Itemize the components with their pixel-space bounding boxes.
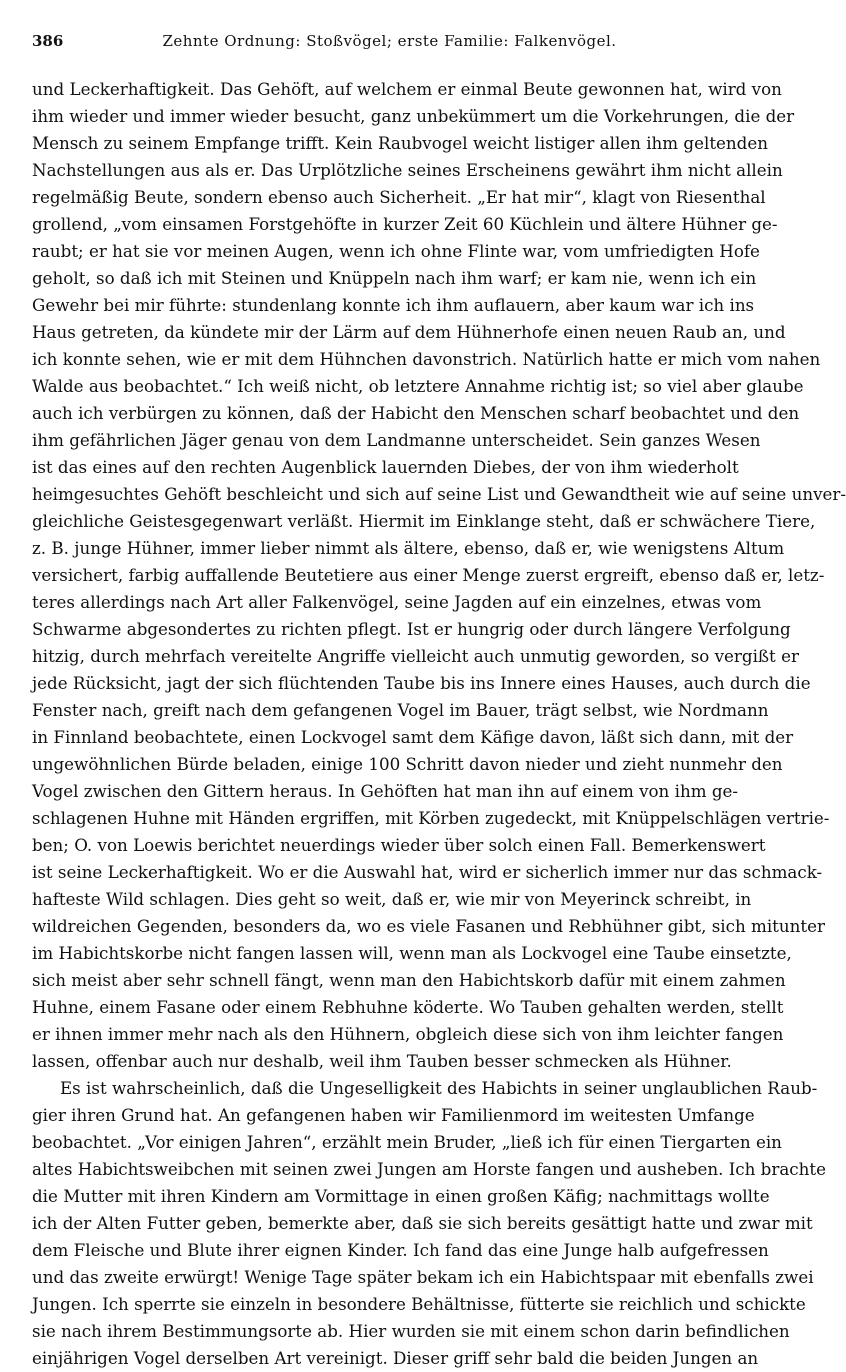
page-number: 386 xyxy=(32,32,64,50)
text-line: hitzig, durch mehrfach vereitelte Angriffe vielleicht auch unmutig geworden, so vergißt er xyxy=(32,646,799,666)
text-line: ben; O. von Loewis berichtet neuerdings wieder über solch einen Fall. Bemerkenswert xyxy=(32,835,766,855)
text-line: er ihnen immer mehr nach als den Hühnern, obgleich diese sich von ihm leichter fangen xyxy=(32,1024,784,1044)
text-line: Fenster nach, greift nach dem gefangenen Vogel im Bauer, trägt selbst, wie Nordmann xyxy=(32,700,769,720)
text-line: gleichliche Geistesgegenwart verläßt. Hiermit im Einklange steht, daß er schwächere Tiere, xyxy=(32,511,816,531)
text-line: einjährigen Vogel derselben Art vereinigt. Dieser griff sehr bald die beiden Jungen an xyxy=(32,1348,759,1368)
text-line: ist seine Leckerhaftigkeit. Wo er die Auswahl hat, wird er sicherlich immer nur das schmack- xyxy=(32,862,823,882)
text-line: die Mutter mit ihren Kindern am Vormittage in einen großen Käfig; nachmittags wollte xyxy=(32,1186,770,1206)
text-line: dem Fleische und Blute ihrer eignen Kinder. Ich fand das eine Junge halb aufgefressen xyxy=(32,1240,769,1260)
text-line: schlagenen Huhne mit Händen ergriffen, mit Körben zugedeckt, mit Knüppelschlägen vertrie- xyxy=(32,808,830,828)
text-line: ich der Alten Futter geben, bemerkte aber, daß sie sich bereits gesättigt hatte und zwar mit xyxy=(32,1213,813,1233)
text-line: Gewehr bei mir führte: stundenlang konnte ich ihm auflauern, aber kaum war ich ins xyxy=(32,295,755,315)
text-line: ist das eines auf den rechten Augenblick lauernden Diebes, der von ihm wiederholt xyxy=(32,457,739,477)
text-line: wildreichen Gegenden, besonders da, wo es viele Fasanen und Rebhühner gibt, sich mitunter xyxy=(32,916,825,936)
text-line: Nachstellungen aus als er. Das Urplötzliche seines Erscheinens gewährt ihm nicht allein xyxy=(32,160,783,180)
text-line: Walde aus beobachtet.“ Ich weiß nicht, ob letztere Annahme richtig ist; so viel aber glaube xyxy=(32,376,804,396)
text-line: und das zweite erwürgt! Wenige Tage später bekam ich ein Habichtspaar mit ebenfalls zwei xyxy=(32,1267,814,1287)
text-line: auch ich verbürgen zu können, daß der Habicht den Menschen scharf beobachtet und den xyxy=(32,403,800,423)
text-line: ihm gefährlichen Jäger genau von dem Landmanne unterscheidet. Sein ganzes Wesen xyxy=(32,430,761,450)
text-line: grollend, „vom einsamen Forstgehöfte in kurzer Zeit 60 Küchlein und ältere Hühner ge- xyxy=(32,214,778,234)
text-line: im Habichtskorbe nicht fangen lassen will, wenn man als Lockvogel eine Taube einsetzte, xyxy=(32,943,792,963)
body-text xyxy=(32,76,846,1372)
text-line: regelmäßig Beute, sondern ebenso auch Sicherheit. „Er hat mir“, klagt von Riesenthal xyxy=(32,187,766,207)
text-line: Jungen. Ich sperrte sie einzeln in besondere Behältnisse, fütterte sie reichlich und schickte xyxy=(32,1294,806,1314)
text-line: ihm wieder und immer wieder besucht, ganz unbekümmert um die Vorkehrungen, die der xyxy=(32,106,795,126)
text-line: gier ihren Grund hat. An gefangenen haben wir Familienmord im weitesten Umfange xyxy=(32,1105,755,1125)
text-line: jede Rücksicht, jagt der sich flüchtenden Taube bis ins Innere eines Hauses, auch durch die xyxy=(32,673,811,693)
text-line: sie nach ihrem Bestimmungsorte ab. Hier wurden sie mit einem schon darin befindlichen xyxy=(32,1321,790,1341)
text-line: altes Habichtsweibchen mit seinen zwei Jungen am Horste fangen und ausheben. Ich brachte xyxy=(32,1159,826,1179)
text-line: Schwarme abgesondertes zu richten pflegt. Ist er hungrig oder durch längere Verfolgung xyxy=(32,619,791,639)
text-line: Huhne, einem Fasane oder einem Rebhuhne köderte. Wo Tauben gehalten werden, stellt xyxy=(32,997,784,1017)
text-line: raubt; er hat sie vor meinen Augen, wenn ich ohne Flinte war, vom umfriedigten Hofe xyxy=(32,241,760,261)
text-line: in Finnland beobachtete, einen Lockvogel samt dem Käfige davon, läßt sich dann, mit der xyxy=(32,727,794,747)
text-line: hafteste Wild schlagen. Dies geht so weit, daß er, wie mir von Meyerinck schreibt, in xyxy=(32,889,752,909)
text-line: Mensch zu seinem Empfange trifft. Kein Raubvogel weicht listiger allen ihm geltenden xyxy=(32,133,768,153)
text-line: geholt, so daß ich mit Steinen und Knüppeln nach ihm warf; er kam nie, wenn ich ein xyxy=(32,268,757,288)
text-line: versichert, farbig auffallende Beutetiere aus einer Menge zuerst ergreift, ebenso daß er, letz- xyxy=(32,565,825,585)
text-line: teres allerdings nach Art aller Falkenvögel, seine Jagden auf ein einzelnes, etwas vom xyxy=(32,592,762,612)
text-line: z. B. junge Hühner, immer lieber nimmt als ältere, ebenso, daß er, wie wenigstens Altum xyxy=(32,538,785,558)
text-line: Haus getreten, da kündete mir der Lärm auf dem Hühnerhofe einen neuen Raub an, und xyxy=(32,322,786,342)
running-head: Zehnte Ordnung: Stoßvögel; erste Familie: Falkenvögel. xyxy=(162,32,617,50)
text-line: beobachtet. „Vor einigen Jahren“, erzählt mein Bruder, „ließ ich für einen Tiergarten ein xyxy=(32,1132,782,1152)
text-line: heimgesuchtes Gehöft beschleicht und sich auf seine List und Gewandtheit wie auf seine unver- xyxy=(32,484,846,504)
text-line: Vogel zwischen den Gittern heraus. In Gehöften hat man ihn auf einem von ihm ge- xyxy=(32,781,739,801)
paragraph-end-line: lassen, offenbar auch nur deshalb, weil ihm Tauben besser schmecken als Hühner. xyxy=(32,1051,732,1071)
paragraph-start-line: Es ist wahrscheinlich, daß die Ungeselligkeit des Habichts in seiner unglaublichen Raub- xyxy=(60,1078,818,1098)
page-header xyxy=(32,32,727,58)
text-line: sich meist aber sehr schnell fängt, wenn man den Habichtskorb dafür mit einem zahmen xyxy=(32,970,786,990)
text-line: ungewöhnlichen Bürde beladen, einige 100 Schritt davon nieder und zieht nunmehr den xyxy=(32,754,783,774)
text-line: ich konnte sehen, wie er mit dem Hühnchen davonstrich. Natürlich hatte er mich vom nahen xyxy=(32,349,821,369)
text-line: und Leckerhaftigkeit. Das Gehöft, auf welchem er einmal Beute gewonnen hat, wird von xyxy=(32,79,782,99)
